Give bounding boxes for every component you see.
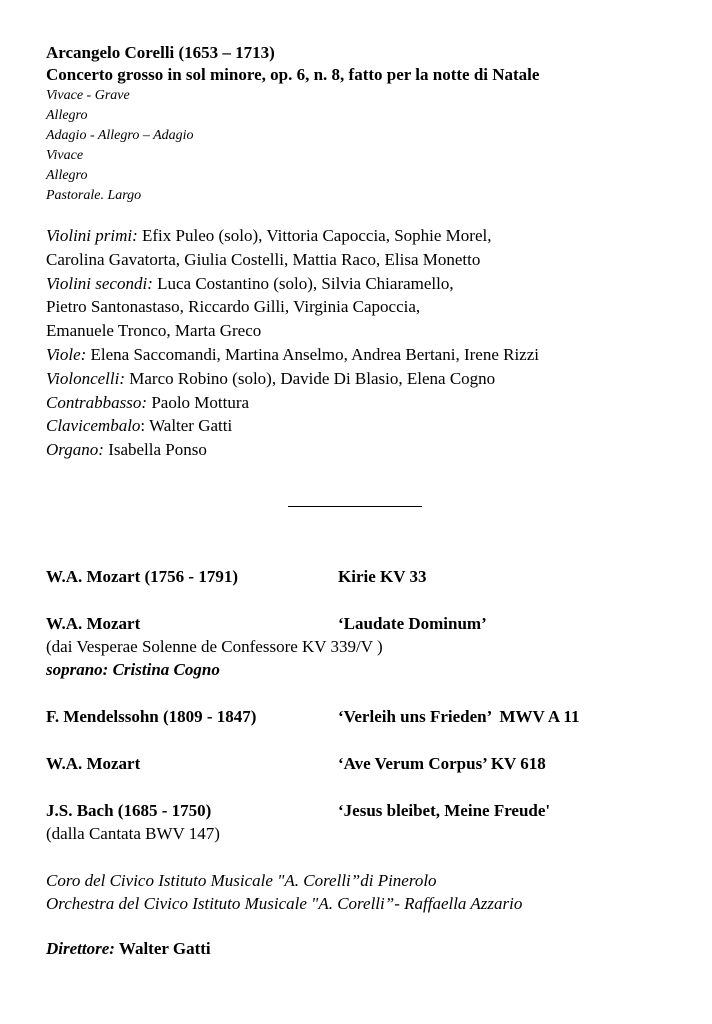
- roster-continuation: Carolina Gavatorta, Giulia Costelli, Mattia Raco, Elisa Monetto: [46, 249, 481, 269]
- program-note: (dalla Cantata BWV 147): [46, 823, 220, 843]
- ensemble-orchestra: Orchestra del Civico Istituto Musicale "A. Corelli”- Raffaella Azzario: [46, 893, 523, 913]
- role-label: Organo:: [46, 440, 104, 460]
- role-names: Paolo Mottura: [147, 392, 250, 412]
- director-line: [46, 937, 686, 960]
- program-soloist: soprano: Cristina Cogno: [46, 659, 220, 679]
- program-composer: F. Mendelssohn (1809 - 1847): [46, 706, 257, 726]
- program-item: [46, 565, 686, 588]
- role-label: Violini primi:: [46, 226, 138, 245]
- roster-violini-primi: [46, 224, 686, 248]
- section-divider: [288, 506, 422, 507]
- role-names: Luca Costantino (solo), Silvia Chiaramello,: [152, 273, 454, 293]
- program-item: [46, 612, 686, 681]
- role-names: Isabella Ponso: [103, 440, 207, 460]
- orchestra-roster: [46, 224, 686, 462]
- roster-contrabbasso: [46, 391, 686, 415]
- corelli-work-title: Concerto grosso in sol minore, op. 6, n. 8, fatto per la notte di Natale: [46, 65, 540, 84]
- program-piece: ‘Ave Verum Corpus’ KV 618: [338, 753, 546, 773]
- movement-item: Pastorale. Largo: [46, 188, 142, 203]
- movement-item: Adagio - Allegro – Adagio: [46, 128, 194, 143]
- roster-clavicembalo: [46, 414, 686, 438]
- program-composer: W.A. Mozart: [46, 613, 141, 633]
- role-names: Efix Puleo (solo), Vittoria Capoccia, Sophie Morel,: [137, 226, 492, 245]
- program-item: [46, 752, 686, 775]
- program-piece: ‘Laudate Dominum’: [338, 613, 487, 633]
- movement-item: Vivace: [46, 148, 84, 163]
- roster-violoncelli: [46, 367, 686, 391]
- roster-organo: [46, 438, 686, 462]
- program-item: [46, 705, 686, 728]
- movement-item: Allegro: [46, 168, 88, 183]
- movement-list: [46, 86, 686, 206]
- director-label: Direttore:: [46, 938, 115, 958]
- program-piece: Kirie KV 33: [338, 566, 427, 586]
- program-piece: ‘Jesus bleibet, Meine Freude': [338, 800, 551, 820]
- roster-continuation: Emanuele Tronco, Marta Greco: [46, 321, 262, 341]
- concert-program-page: [46, 42, 686, 960]
- corelli-section: [46, 42, 686, 462]
- movement-item: Vivace - Grave: [46, 88, 130, 103]
- program-item: [46, 799, 686, 845]
- role-names: Marco Robino (solo), Davide Di Blasio, Elena Cogno: [125, 368, 496, 388]
- roster-continuation: Pietro Santonastaso, Riccardo Gilli, Virginia Capoccia,: [46, 297, 421, 317]
- role-names: : Walter Gatti: [140, 416, 233, 436]
- role-label: Violoncelli:: [46, 368, 125, 388]
- director-name: Walter Gatti: [114, 938, 211, 958]
- program-composer: W.A. Mozart (1756 - 1791): [46, 566, 238, 586]
- roster-viole: [46, 343, 686, 367]
- role-label: Clavicembalo: [46, 416, 141, 436]
- role-label: Contrabbasso:: [46, 392, 148, 412]
- program-composer: W.A. Mozart: [46, 753, 141, 773]
- program-composer: J.S. Bach (1685 - 1750): [46, 800, 212, 820]
- role-label: Viole:: [46, 344, 87, 364]
- ensemble-choir: Coro del Civico Istituto Musicale "A. Corelli”di Pinerolo: [46, 870, 437, 890]
- ensembles-block: [46, 869, 686, 915]
- movement-item: Allegro: [46, 108, 88, 123]
- role-label: Violini secondi:: [46, 273, 153, 293]
- role-names: Elena Saccomandi, Martina Anselmo, Andrea Bertani, Irene Rizzi: [86, 344, 539, 364]
- program-note: (dai Vesperae Solenne de Confessore KV 339/V ): [46, 636, 383, 656]
- roster-violini-secondi: [46, 272, 686, 296]
- corelli-composer: Arcangelo Corelli (1653 – 1713): [46, 43, 275, 62]
- program-piece: ‘Verleih uns Frieden’ MWV A 11: [338, 706, 580, 726]
- choral-program: [46, 565, 686, 960]
